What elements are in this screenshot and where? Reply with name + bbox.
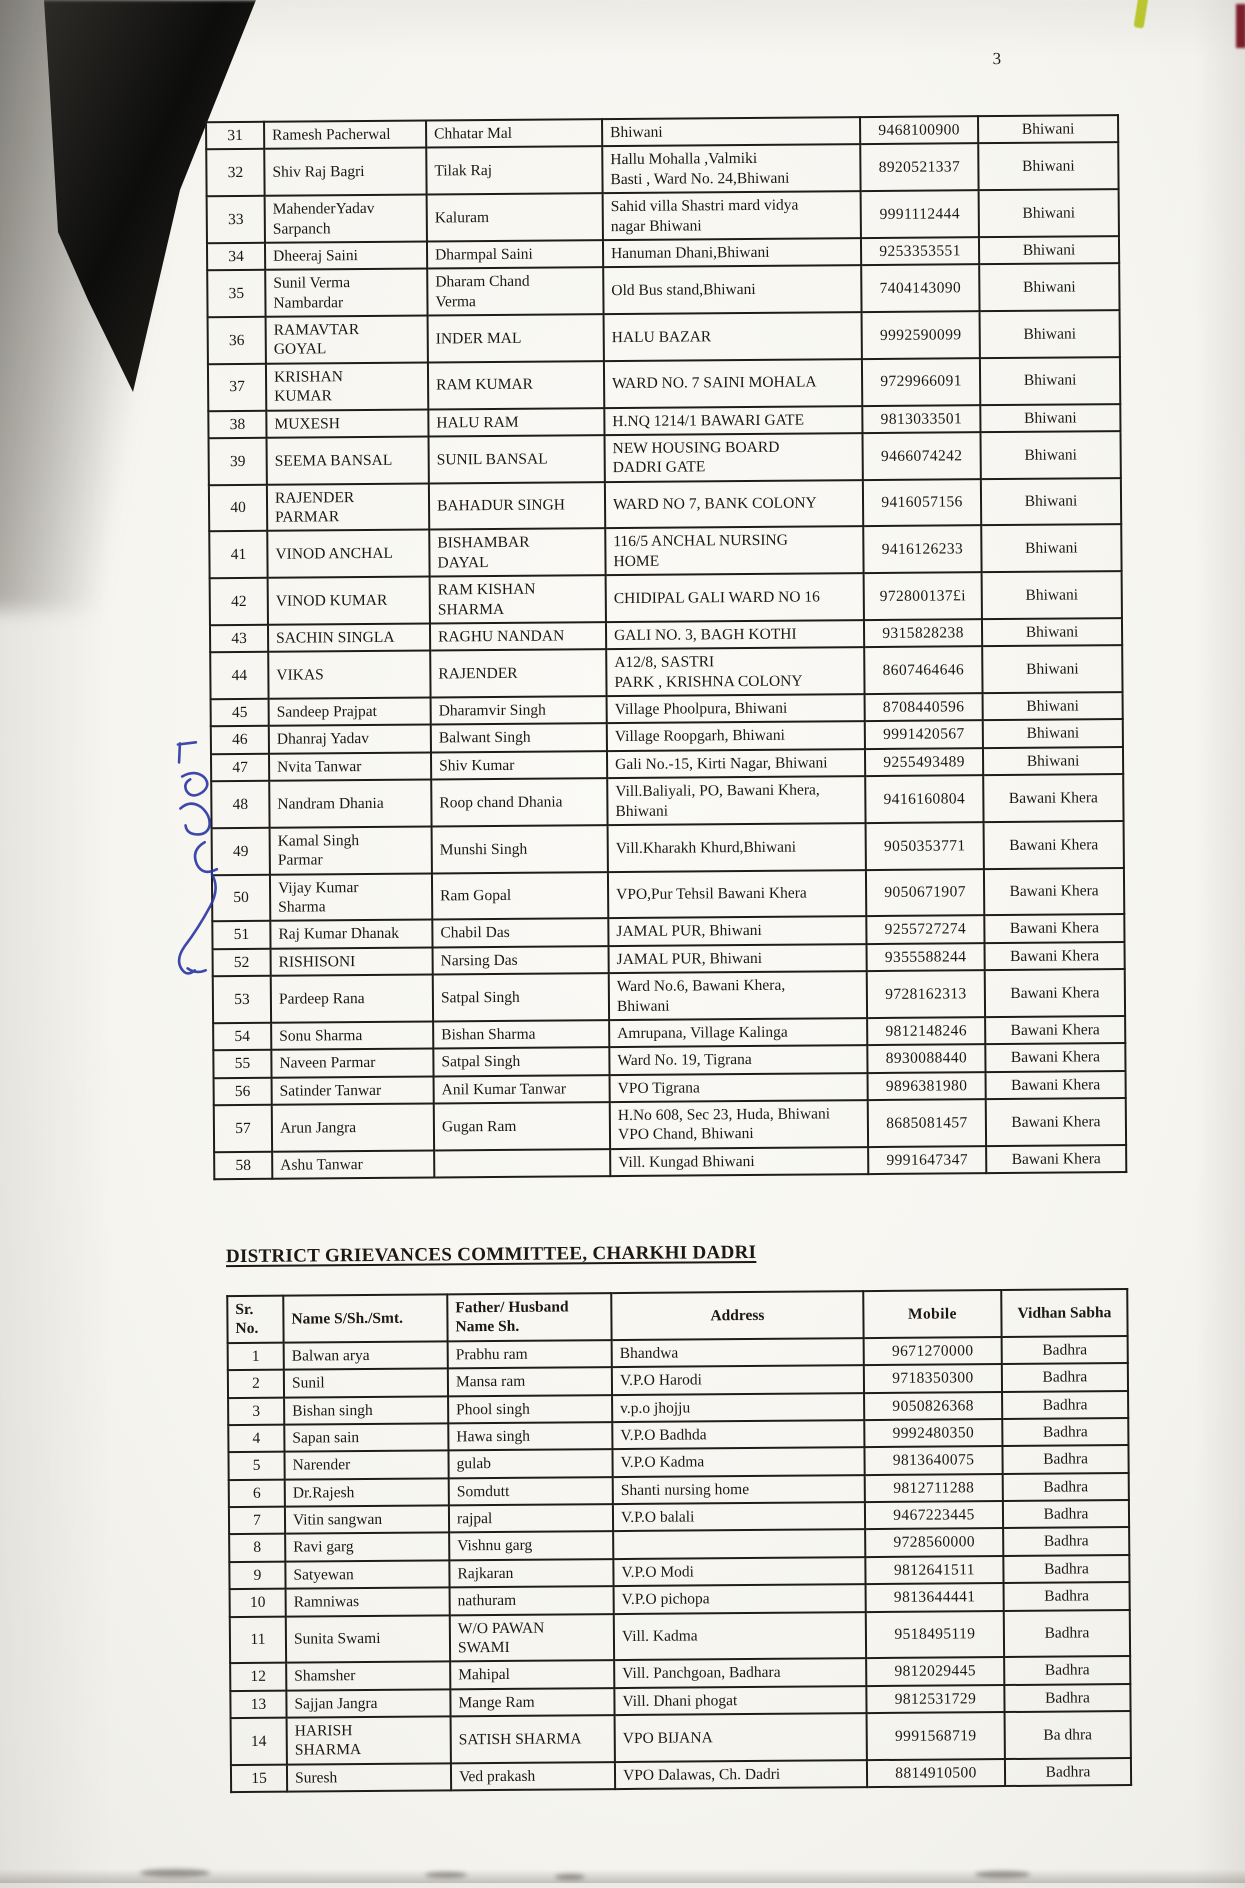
cell-father: Ram Gopal [432,872,608,920]
cell-mobile: 9050671907 [866,869,984,917]
header-name: Name S/Sh./Smt. [283,1294,447,1342]
cell-address: VPO BIJANA [615,1713,867,1762]
header-sr-no: Sr. No. [227,1296,283,1343]
cell-sr: 12 [230,1663,286,1691]
cell-sr: 54 [213,1023,271,1051]
cell-address: V.P.O balali [613,1502,865,1531]
cell-father: Bishan Sharma [433,1020,609,1049]
cell-address: GALI NO. 3, BAGH KOTHI [606,620,864,649]
cell-father: Anil Kumar Tanwar [434,1075,610,1104]
cell-mobile: 9718350300 [864,1364,1002,1392]
cell-vidhan_sabha: Badhra [1002,1363,1128,1391]
table-header-row [227,1289,1127,1343]
cell-mobile: 7404143090 [861,264,979,312]
cell-address: v.p.o jhojju [612,1393,864,1422]
cell-sr: 52 [213,949,271,977]
cell-mobile: 9416057156 [863,479,981,527]
cell-sr: 51 [212,921,270,949]
cell-vidhan_sabha: Bhiwani [983,692,1123,720]
cell-name: Vitin sangwan [285,1505,449,1534]
cell-vidhan_sabha: Bhiwani [980,357,1120,405]
cell-address: V.P.O Modi [613,1557,865,1586]
cell-address: V.P.O Kadma [612,1447,864,1476]
cell-mobile: 9813033501 [862,405,980,433]
header-vidhan-sabha: Vidhan Sabha [1001,1289,1127,1337]
cell-father: Kaluram [427,193,603,241]
cell-vidhan_sabha: Bhiwani [980,310,1120,358]
cell-vidhan_sabha: Bhiwani [980,431,1120,479]
table-row [206,142,1118,196]
cell-vidhan_sabha: Badhra [1003,1555,1129,1583]
cell-name: Dhanraj Yadav [269,725,431,754]
cell-sr: 2 [228,1370,284,1398]
cell-vidhan_sabha: Badhra [1005,1758,1131,1786]
cell-father: Dharamvir Singh [431,696,607,725]
cell-sr: 35 [207,270,265,317]
cell-sr: 42 [210,578,268,625]
cell-address: VPO Dalawas, Ch. Dadri [615,1760,867,1789]
cell-father: Roop chand Dhania [431,778,607,826]
cell-mobile: 9355588244 [867,943,985,971]
cell-name: SACHIN SINGLA [268,623,430,652]
cell-vidhan_sabha: Bhiwani [979,189,1119,237]
cell-address: Sahid villa Shastri mard vidya nagar Bhiwani [603,191,861,240]
cell-address: Vill.Kharakh Khurd,Bhiwani [608,823,866,872]
table-row [231,1711,1131,1765]
cell-mobile: 8685081457 [868,1099,986,1147]
cell-sr: 58 [214,1152,272,1180]
cell-father: Tilak Raj [426,147,602,195]
cell-name: VIKAS [268,651,430,699]
section-heading: DISTRICT GRIEVANCES COMMITTEE, CHARKHI DADRI [225,1241,757,1268]
cell-name: Ravi garg [285,1533,449,1562]
cell-address: Vill.Baliyali, PO, Bawani Khera, Bhiwani [607,776,865,825]
cell-vidhan_sabha: Bhiwani [978,115,1118,143]
cell-mobile: 9729966091 [862,358,980,406]
committee-table-bhiwani [205,114,1127,1180]
cell-father: Somdutt [449,1477,613,1506]
table-row [209,478,1121,532]
cell-name: VINOD ANCHAL [267,530,429,578]
cell-address: Vill. Kungad Bhiwani [610,1147,868,1176]
cell-vidhan_sabha: Badhra [1004,1656,1130,1684]
cell-name: Sunil [284,1369,448,1398]
cell-vidhan_sabha: Badhra [1004,1582,1130,1610]
cell-name: Shamsher [286,1662,450,1691]
cell-vidhan_sabha: Bhiwani [982,618,1122,646]
cell-mobile: 9315828238 [864,619,982,647]
cell-address: JAMAL PUR, Bhiwani [609,944,867,973]
cell-vidhan_sabha: Badhra [1003,1500,1129,1528]
cell-father: Mange Ram [450,1688,614,1717]
cell-name: Shiv Raj Bagri [264,148,426,196]
cell-address: Old Bus stand,Bhiwani [603,265,861,314]
table-row [209,524,1121,578]
cell-mobile: 9812641511 [865,1556,1003,1584]
cell-name: RAJENDER PARMAR [267,483,429,531]
cell-name: Sonu Sharma [271,1021,433,1050]
cell-sr: 8 [229,1534,285,1562]
cell-father: Dharmpal Saini [427,240,603,269]
cell-father: Munshi Singh [432,825,608,873]
cell-address: Ward No. 19, Tigrana [609,1045,867,1074]
cell-father: Phool singh [448,1395,612,1424]
committee-table-charkhi-dadri [226,1288,1132,1793]
cell-father: Satpal Singh [433,1047,609,1076]
cell-father: W/O PAWAN SWAMI [450,1614,614,1662]
cell-mobile: 9518495119 [866,1611,1004,1659]
cell-mobile: 9416160804 [865,775,983,823]
table-row [207,189,1119,243]
cell-father: HALU RAM [428,408,604,437]
cell-vidhan_sabha: Bawani Khera [985,969,1125,1017]
cell-name: Satyewan [285,1560,449,1589]
cell-name: Satinder Tanwar [272,1076,434,1105]
cell-address: WARD NO. 7 SAINI MOHALA [604,359,862,408]
cell-sr: 38 [208,410,266,438]
cell-vidhan_sabha: Bawani Khera [986,1098,1126,1146]
cell-father: Mahipal [450,1660,614,1689]
cell-mobile: 9992480350 [864,1419,1002,1447]
cell-father: INDER MAL [428,314,604,362]
cell-sr: 46 [211,726,269,754]
cell-address: 116/5 ANCHAL NURSING HOME [605,526,863,575]
cell-address: Village Phoolpura, Bhiwani [607,694,865,723]
cell-vidhan_sabha: Bhiwani [983,747,1123,775]
cell-father: Chhatar Mal [426,119,602,148]
cell-sr: 57 [214,1105,272,1152]
cell-father [434,1149,610,1178]
cell-name: Sunil Verma Nambardar [265,269,427,317]
cell-mobile: 9728560000 [865,1528,1003,1556]
cell-sr: 50 [212,874,270,921]
cell-address: Amrupana, Village Kalinga [609,1018,867,1047]
cell-sr: 11 [230,1616,286,1663]
cell-mobile: 9050826368 [864,1392,1002,1420]
cell-vidhan_sabha: Bhiwani [979,236,1119,264]
handwritten-signature [156,738,242,989]
cell-mobile: 9812531729 [866,1685,1004,1713]
cell-sr: 43 [210,625,268,653]
header-address: Address [611,1291,863,1340]
cell-address: V.P.O pichopa [614,1584,866,1613]
table-row [231,1758,1131,1792]
cell-name: Dheeraj Saini [265,241,427,270]
cell-sr: 53 [213,976,271,1023]
cell-father: Mansa ram [448,1367,612,1396]
table-row [209,431,1121,485]
table-row [208,357,1120,411]
cell-mobile: 8607464646 [864,646,982,694]
cell-name: Nandram Dhania [269,780,431,828]
cell-mobile: 9466074242 [862,432,980,480]
cell-father: RAGHU NANDAN [430,622,606,651]
cell-vidhan_sabha: Bawani Khera [986,1145,1126,1173]
cell-father: Hawa singh [448,1422,612,1451]
cell-name: Raj Kumar Dhanak [270,920,432,949]
header-father-husband: Father/ Husband Name Sh. [447,1293,611,1341]
cell-vidhan_sabha: Badhra [1004,1610,1130,1658]
cell-father: RAJENDER [430,649,606,697]
cell-address: Vill. Dhani phogat [614,1686,866,1715]
cell-sr: 14 [231,1718,287,1765]
cell-mobile: 9255493489 [865,748,983,776]
cell-mobile: 972800137£i [864,572,982,620]
cell-name: Suresh [287,1763,451,1792]
cell-sr: 13 [230,1690,286,1718]
cell-mobile: 9728162313 [867,970,985,1018]
cell-name: MUXESH [266,409,428,438]
cell-name: RAMAVTAR GOYAL [266,316,428,364]
cell-sr: 45 [211,699,269,727]
cell-name: Ramniwas [286,1588,450,1617]
table-row [210,571,1122,625]
cell-vidhan_sabha: Bawani Khera [985,1043,1125,1071]
cell-address: JAMAL PUR, Bhiwani [608,916,866,945]
cell-father: BISHAMBAR DAYAL [429,529,605,577]
cell-vidhan_sabha: Badhra [1004,1684,1130,1712]
cell-vidhan_sabha: Bawani Khera [985,1016,1125,1044]
cell-mobile: 9991112444 [861,190,979,238]
cell-father: SUNIL BANSAL [429,435,605,483]
cell-address: VPO Tigrana [610,1073,868,1102]
cell-vidhan_sabha: Bawani Khera [984,868,1124,916]
cell-name: KRISHAN KUMAR [266,362,428,410]
cell-vidhan_sabha: Badhra [1003,1527,1129,1555]
cell-sr: 3 [228,1397,284,1425]
cell-mobile: 9812148246 [867,1017,985,1045]
cell-address: A12/8, SASTRI PARK , KRISHNA COLONY [606,647,864,696]
cell-address: Hallu Mohalla ,Valmiki Basti , Ward No. 24,Bhiwani [602,144,860,193]
cell-address: CHIDIPAL GALI WARD NO 16 [606,573,864,622]
cell-sr: 40 [209,484,267,531]
cell-mobile: 9467223445 [865,1501,1003,1529]
cell-sr: 32 [206,149,264,196]
cell-mobile: 9255727274 [866,916,984,944]
cell-vidhan_sabha: Bhiwani [981,524,1121,572]
cell-sr: 56 [214,1077,272,1105]
cell-father: Balwant Singh [431,723,607,752]
cell-father: Rajkaran [449,1559,613,1588]
table-row [208,310,1120,364]
cell-mobile: 9812711288 [865,1474,1003,1502]
cell-father: gulab [448,1449,612,1478]
cell-name: Sunita Swami [286,1615,450,1663]
table-row [207,263,1119,317]
cell-mobile: 9253353551 [861,237,979,265]
table-row [214,1145,1126,1180]
cell-sr: 44 [210,652,268,699]
cell-mobile: 8814910500 [867,1759,1005,1787]
cell-address: VPO,Pur Tehsil Bawani Khera [608,870,866,919]
cell-father: SATISH SHARMA [451,1715,615,1763]
cell-father: Satpal Singh [433,973,609,1021]
table-row [211,774,1123,828]
cell-name: VINOD KUMAR [268,577,430,625]
cell-father: Gugan Ram [434,1102,610,1150]
cell-sr: 9 [229,1561,285,1589]
cell-name: Narender [284,1451,448,1480]
cell-vidhan_sabha: Bhiwani [981,478,1121,526]
cell-address: HALU BAZAR [604,312,862,361]
cell-address: Village Roopgarh, Bhiwani [607,721,865,750]
cell-name: Ramesh Pacherwal [264,121,426,150]
cell-mobile: 9813644441 [866,1583,1004,1611]
cell-address: V.P.O Harodi [612,1365,864,1394]
cell-sr: 55 [213,1050,271,1078]
cell-vidhan_sabha: Badhra [1003,1473,1129,1501]
cell-sr: 37 [208,364,266,411]
cell-sr: 4 [228,1425,284,1453]
cell-sr: 33 [207,196,265,243]
cell-mobile: 9813640075 [864,1446,1002,1474]
cell-mobile: 9812029445 [866,1657,1004,1685]
cell-mobile: 9896381980 [868,1072,986,1100]
cell-mobile: 8930088440 [867,1044,985,1072]
cell-name: HARISH SHARMA [287,1716,451,1764]
cell-address: H.NQ 1214/1 BAWARI GATE [604,406,862,435]
cell-sr: 36 [208,317,266,364]
header-mobile: Mobile [863,1290,1001,1338]
cell-sr: 34 [207,243,265,271]
cell-name: Ashu Tanwar [272,1150,434,1179]
cell-sr: 47 [211,754,269,782]
cell-vidhan_sabha: Bhiwani [982,571,1122,619]
cell-vidhan_sabha: Bawani Khera [985,942,1125,970]
cell-father: RAM KISHAN SHARMA [430,575,606,623]
cell-vidhan_sabha: Bawani Khera [986,1071,1126,1099]
cell-name: Arun Jangra [272,1103,434,1151]
cell-name: Nvita Tanwar [269,752,431,781]
cell-name: Kamal Singh Parmar [270,826,432,874]
cell-address: H.No 608, Sec 23, Huda, Bhiwani VPO Chand, Bhiwani [610,1100,868,1149]
cell-sr: 15 [231,1764,287,1792]
cell-father: rajpal [449,1504,613,1533]
cell-address: Hanuman Dhani,Bhiwani [603,238,861,267]
cell-address: Shanti nursing home [613,1475,865,1504]
table-row [210,645,1122,699]
cell-mobile: 9991647347 [868,1146,986,1174]
cell-mobile: 8708440596 [865,693,983,721]
cell-vidhan_sabha: Badhra [1002,1445,1128,1473]
table-row [214,1098,1126,1152]
cell-father: Narsing Das [433,946,609,975]
cell-mobile: 9991568719 [867,1712,1005,1760]
cell-address: Bhandwa [612,1338,864,1367]
cell-sr: 1 [228,1342,284,1370]
cell-sr: 7 [229,1507,285,1535]
cell-vidhan_sabha: Bhiwani [979,263,1119,311]
cell-sr: 39 [209,438,267,485]
cell-vidhan_sabha: Badhra [1002,1391,1128,1419]
table-row [230,1610,1130,1664]
cell-father: Chabil Das [432,918,608,947]
cell-mobile: 9991420567 [865,721,983,749]
table-row [212,821,1124,875]
cell-address: Gali No.-15, Kirti Nagar, Bhiwani [607,749,865,778]
cell-name: RISHISONI [271,947,433,976]
cell-mobile: 9992590099 [862,311,980,359]
cell-name: Pardeep Rana [271,975,433,1023]
cell-name: MahenderYadav Sarpanch [265,195,427,243]
cell-name: Bishan singh [284,1396,448,1425]
cell-address: WARD NO 7, BANK COLONY [605,480,863,529]
cell-father: Shiv Kumar [431,751,607,780]
cell-vidhan_sabha: Bhiwani [980,404,1120,432]
cell-father: Ved prakash [451,1762,615,1791]
cell-vidhan_sabha: Bawani Khera [984,821,1124,869]
cell-name: Sapan sain [284,1423,448,1452]
cell-sr: 5 [228,1452,284,1480]
cell-name: Vijay Kumar Sharma [270,873,432,921]
cell-name: SEEMA BANSAL [267,436,429,484]
table-row [213,969,1125,1023]
cell-name: Naveen Parmar [271,1049,433,1078]
page-number: 3 [992,49,1002,69]
cell-mobile: 9468100900 [860,116,978,144]
cell-sr: 48 [211,781,269,828]
cell-address: V.P.O Badhda [612,1420,864,1449]
cell-vidhan_sabha: Badhra [1002,1418,1128,1446]
cell-vidhan_sabha: Ba dhra [1005,1711,1131,1759]
cell-sr: 41 [209,531,267,578]
cell-address: Vill. Panchgoan, Badhara [614,1658,866,1687]
cell-father: nathuram [450,1586,614,1615]
cell-address: Bhiwani [602,117,860,146]
cell-mobile: 9050353771 [866,822,984,870]
cell-mobile: 8920521337 [860,144,978,192]
cell-mobile: 9671270000 [864,1337,1002,1365]
cell-vidhan_sabha: Bawani Khera [983,774,1123,822]
cell-name: Dr.Rajesh [285,1478,449,1507]
cell-address: NEW HOUSING BOARD DADRI GATE [605,433,863,482]
cell-vidhan_sabha: Bhiwani [982,645,1122,693]
cell-father: RAM KUMAR [428,361,604,409]
cell-vidhan_sabha: Bawani Khera [984,914,1124,942]
cell-name: Sajjan Jangra [286,1689,450,1718]
cell-vidhan_sabha: Badhra [1002,1336,1128,1364]
table-row [212,868,1124,922]
cell-father: Dharam Chand Verma [427,267,603,315]
cell-name: Sandeep Prajpat [269,698,431,727]
cell-mobile: 9416126233 [863,526,981,574]
cell-name: Balwan arya [284,1341,448,1370]
cell-sr: 49 [212,828,270,875]
cell-address [613,1529,865,1558]
cell-father: Vishnu garg [449,1531,613,1560]
cell-sr: 10 [230,1589,286,1617]
cell-vidhan_sabha: Bhiwani [978,142,1118,190]
cell-address: Ward No.6, Bawani Khera, Bhiwani [609,971,867,1020]
cell-vidhan_sabha: Bhiwani [983,719,1123,747]
cell-father: BAHADUR SINGH [429,482,605,530]
cell-sr: 6 [229,1479,285,1507]
cell-address: Vill. Kadma [614,1612,866,1661]
cell-father: Prabhu ram [448,1340,612,1369]
cell-sr: 31 [206,122,264,150]
